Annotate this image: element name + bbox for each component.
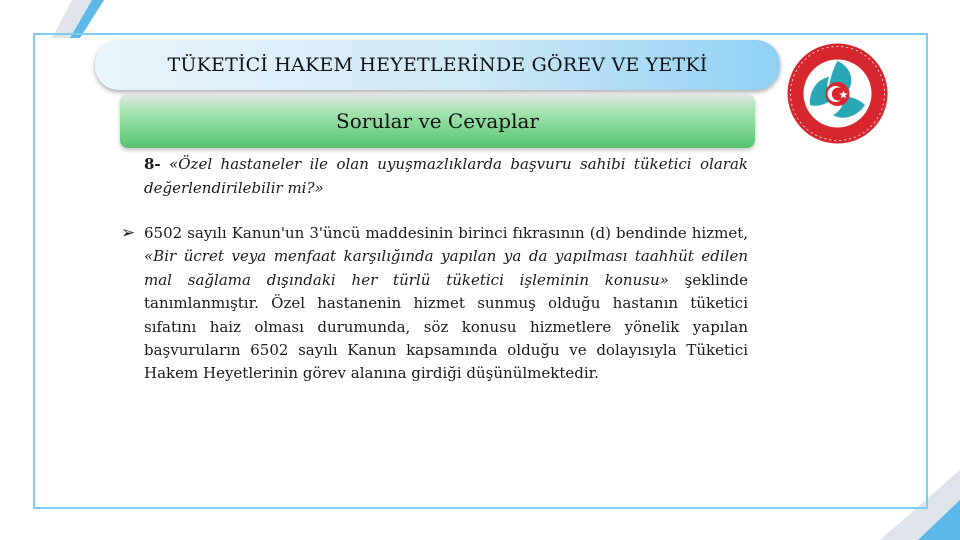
answer-text-part1: 6502 sayılı Kanun'un 3'üncü maddesinin birinci fıkrasının (d) bendinde hizmet,	[144, 224, 748, 242]
ministry-seal-icon	[785, 41, 890, 146]
arrow-bullet-icon: ➢	[121, 223, 136, 243]
title-banner	[95, 40, 780, 90]
section-banner	[120, 94, 755, 148]
section-title: Sorular ve Cevaplar	[336, 109, 539, 133]
answer-quote: «Bir ücret veya menfaat karşılığında yapılan ya da yapılması taahhüt edilen mal sağlama dışındaki her türlü tüketici işleminin konusu»	[144, 247, 748, 289]
answer-paragraph	[144, 222, 748, 386]
question-number: 8-	[144, 155, 161, 173]
page-title: TÜKETİCİ HAKEM HEYETLERİNDE GÖREV VE YETKİ	[167, 54, 708, 76]
question-paragraph	[144, 152, 748, 200]
question-text: «Özel hastaneler ile olan uyuşmazlıklarda başvuru sahibi tüketici olarak değerlendirilebilir mi?»	[144, 155, 748, 197]
answer-text-part2: şeklinde tanımlanmıştır. Özel hastanenin hizmet sunmuş olduğu hastanın tüketici sıfatını haiz olması durumunda, söz konusu hizmetlere yönelik yapılan başvuruların 6502 sayılı Kanun kapsamında olduğu ve dolayısıyla Tüketici Hakem Heyetlerinin görev alanına girdiği düşünülmektedir.	[144, 270, 748, 383]
